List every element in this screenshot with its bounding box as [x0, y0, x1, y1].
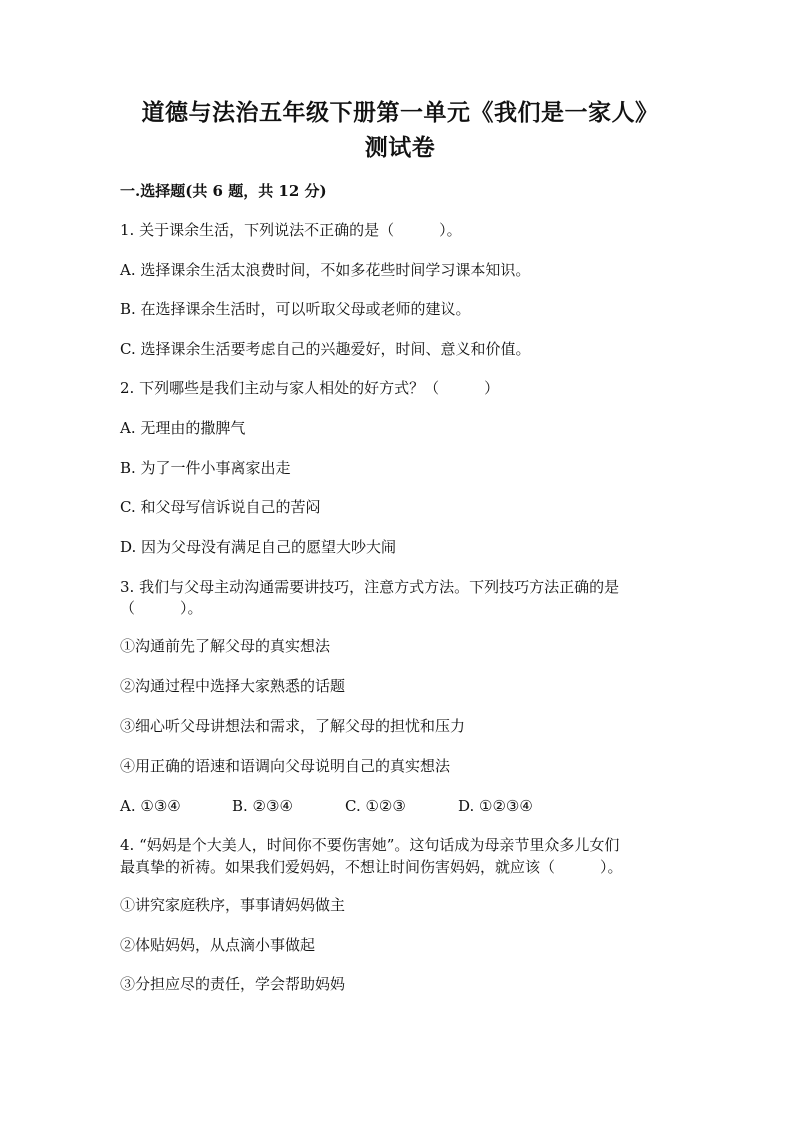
question-3-stem-line2: （ ）。 — [120, 599, 203, 617]
section-heading: 一.选择题(共 6 题，共 12 分) — [120, 182, 327, 200]
question-3-item-2: ②沟通过程中选择大家熟悉的话题 — [120, 677, 346, 695]
question-2-stem: 2. 下列哪些是我们主动与家人相处的好方式？（ ） — [120, 379, 500, 397]
question-3-choice-b: B. ②③④ — [232, 797, 293, 815]
question-3-item-4: ④用正确的语速和语调向父母说明自己的真实想法 — [120, 757, 451, 775]
question-2-option-a: A. 无理由的撒脾气 — [120, 419, 246, 437]
page-title-line2: 测试卷 — [364, 134, 436, 161]
question-3-choice-a: A. ①③④ — [120, 797, 181, 815]
question-2-option-d: D. 因为父母没有满足自己的愿望大吵大闹 — [120, 538, 397, 556]
question-2-option-c: C. 和父母写信诉说自己的苦闷 — [120, 498, 321, 516]
question-1-option-b: B. 在选择课余生活时，可以听取父母或老师的建议。 — [120, 300, 471, 318]
question-4-stem-line1: 4. “妈妈是个大美人，时间你不要伤害她”。这句话成为母亲节里众多儿女们 — [120, 836, 620, 854]
question-3-choice-c: C. ①②③ — [345, 797, 406, 815]
question-3-stem-line1: 3. 我们与父母主动沟通需要讲技巧，注意方式方法。下列技巧方法正确的是 — [120, 578, 620, 596]
question-3-item-3: ③细心听父母讲想法和需求，了解父母的担忧和压力 — [120, 717, 466, 735]
question-4-stem-line2: 最真挚的祈祷。如果我们爱妈妈，不想让时间伤害妈妈，就应该（ ）。 — [120, 858, 623, 876]
question-1-option-a: A. 选择课余生活太浪费时间，不如多花些时间学习课本知识。 — [120, 261, 531, 279]
question-3-item-1: ①沟通前先了解父母的真实想法 — [120, 637, 331, 655]
question-2-option-b: B. 为了一件小事离家出走 — [120, 459, 291, 477]
question-4-item-2: ②体贴妈妈，从点滴小事做起 — [120, 936, 316, 954]
question-4-item-1: ①讲究家庭秩序，事事请妈妈做主 — [120, 896, 346, 914]
question-1-option-c: C. 选择课余生活要考虑自己的兴趣爱好，时间、意义和价值。 — [120, 340, 531, 358]
question-1-stem: 1. 关于课余生活，下列说法不正确的是（ ）。 — [120, 221, 462, 239]
question-3-choice-d: D. ①②③④ — [458, 797, 533, 815]
page-title-line1: 道德与法治五年级下册第一单元《我们是一家人》 — [141, 99, 659, 126]
question-4-item-3: ③分担应尽的责任，学会帮助妈妈 — [120, 975, 346, 993]
